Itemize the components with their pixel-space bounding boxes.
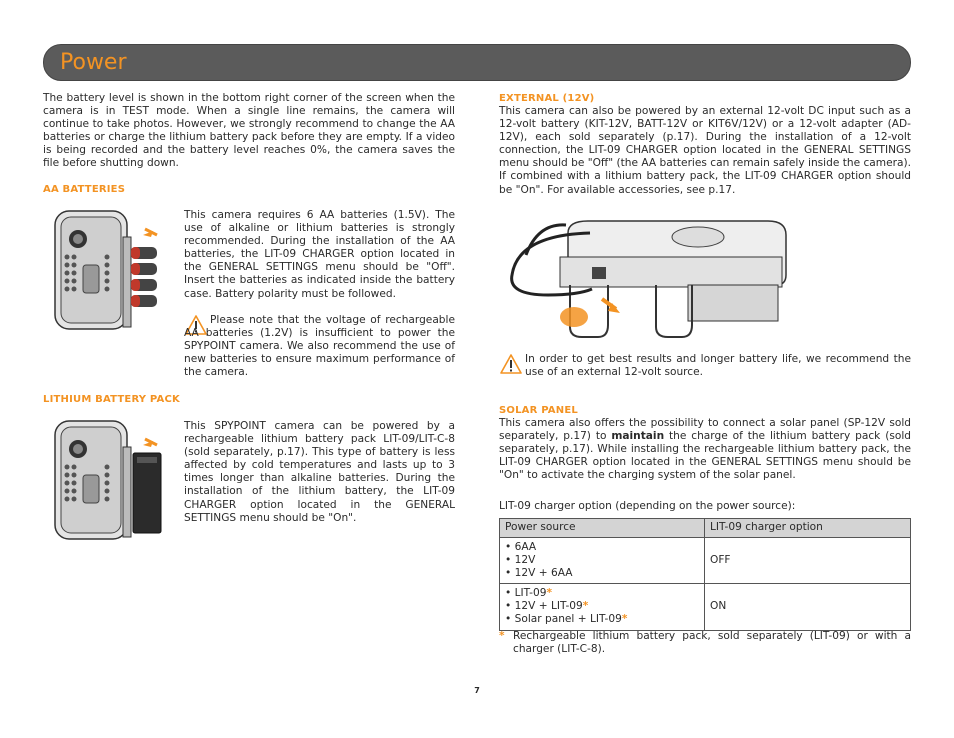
list-item [505,613,699,626]
lithium-heading: LITHIUM BATTERY PACK [43,394,180,405]
intro-paragraph: The battery level is shown in the bottom right corner of the screen when the camera is in TEST mode. When a single line remains, the camera will continue to take photos. However, we strongly recommend to change the AA batteries or charge the lithium battery pack before they are empty. If a video is being recorded and the battery level reaches 0%, the camera saves the file before shutting down. [43,92,455,170]
camera-lithium-pack-illustration [53,417,165,547]
solar-text [499,417,911,482]
footnote-text: Rechargeable lithium battery pack, sold separately (LIT-09) or with a charger (LIT-C-8). [513,630,911,656]
table-header-charger-option: LIT-09 charger option [705,519,911,538]
table-row [500,584,911,630]
external-text: This camera can also be powered by an external 12-volt DC input such as a 12-volt battery (KIT-12V, BATT-12V or KIT6V/12V) or a 12-volt adapter (AD-12V), each sold separately (p.17). During the installation of a 12-volt connection, the LIT-09 CHARGER option located in the GENERAL SETTINGS menu should be "Off" (the AA batteries can remain safely inside the camera). If combined with a lithium battery pack, the LIT-09 CHARGER option should be "On". For available accessories, see p.17. [499,105,911,196]
camera-external-power-illustration [508,215,798,345]
list-item-text: • LIT-09 [505,587,547,600]
title-bar [43,44,911,81]
charger-option-cell: ON [705,584,911,630]
table-header-power-source: Power source [500,519,705,538]
table-header-row [500,519,911,538]
footnote-asterisk: * [499,630,505,642]
aa-warning-text: Please note that the voltage of rechargeable AA batteries (1.2V) is insufficient to power the SPYPOINT camera. We also recommend the use of new batteries to ensure maximum performance of the camera. [184,314,455,379]
aa-batteries-text: This camera requires 6 AA batteries (1.5V). The use of alkaline or lithium batteries is strongly recommended. During the installation of the AA batteries, the LIT-09 CHARGER option located in the GENERAL SETTINGS menu should be "Off". Insert the batteries as indicated inside the battery case. Battery polarity must be followed. [184,209,455,300]
page-title: Power [60,50,127,75]
charger-option-table [499,518,911,631]
aa-batteries-heading: AA BATTERIES [43,184,126,195]
list-item-text: • Solar panel + LIT-09 [505,613,622,626]
table-intro: LIT-09 charger option (depending on the power source): [499,500,796,512]
solar-text-bold: maintain [611,430,665,443]
list-item-text: • 12V + LIT-09 [505,600,583,613]
camera-aa-batteries-illustration [53,207,165,337]
list-item [505,587,699,600]
external-warning-text: In order to get best results and longer battery life, we recommend the use of an external 12-volt source. [525,353,911,379]
list-item [505,600,699,613]
list-item: • 6AA [505,541,537,553]
lithium-text: This SPYPOINT camera can be powered by a rechargeable lithium battery pack LIT-09/LIT-C-8 (sold separately, p.17). This type of battery is less affected by cold temperatures and lasts up to 3 times longer than alkaline batteries. During the installation of the lithium battery, the LIT-09 CHARGER option located in the GENERAL SETTINGS menu should be "On". [184,420,455,524]
solar-heading: SOLAR PANEL [499,405,578,416]
asterisk: * [621,613,628,626]
power-source-cell [500,538,705,584]
charger-option-cell: OFF [705,538,911,584]
power-source-cell [500,584,705,630]
asterisk: * [546,587,552,600]
warning-icon [500,354,522,374]
solar-text-part: This camera also offers the possibility to connect a solar panel (SP-12V sold separately, p.17) to [499,417,911,443]
list-item: • 12V + 6AA [505,567,573,580]
page-number: 7 [474,686,480,695]
table-row [500,538,911,584]
solar-text-part: the charge of the lithium battery pack (sold separately, p.17). While installing the rechargeable lithium battery pack, the LIT-09 CHARGER option located in the GENERAL SETTINGS menu should be "On" to activate the charging system of the solar panel. [499,430,911,482]
footnote [499,630,911,656]
list-item: • 12V [505,554,536,567]
external-heading: EXTERNAL (12V) [499,93,595,104]
asterisk: * [582,600,589,613]
